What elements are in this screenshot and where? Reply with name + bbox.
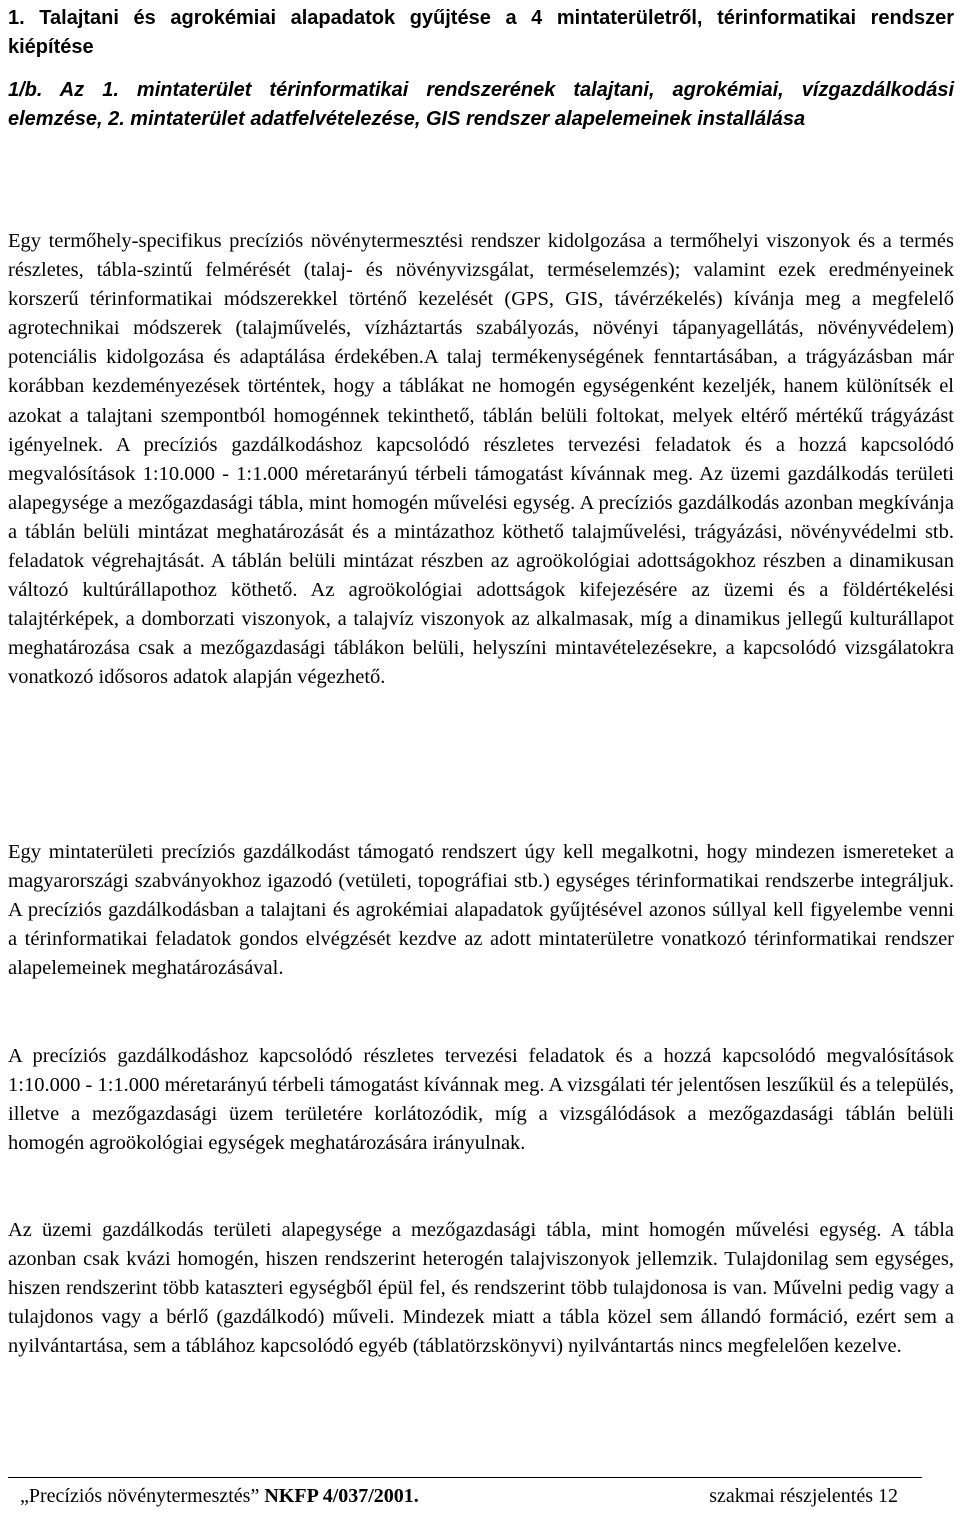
paragraph: Egy termőhely-specifikus precíziós növénytermesztési rendszer kidolgozása a termőhelyi viszonyok és a termés részletes, tábla-szintű felmérését (talaj- és növényvizsgálat, terméselemzés); valamint ezek eredményeinek korszerű térinformatikai módszerekkel történő kezelését (GPS, GIS, távérzékelés) kívánja meg a megfelelő agrotechnikai módszerek (talajművelés, vízháztartás szabályozás, növényi tápanyagellátás, növényvédelem) potenciális kidolgozása és adaptálása érdekében.A talaj termékenységének fenntartásában, a trágyázásban már korábban kezdeményezések történtek, hogy a táblákat ne homogén egységenként kezeljék, hanem különítsék el azokat a talajtani szempontból homogénnek tekinthető, táblán belüli foltokat, melyek eltérő mértékű trágyázást igényelnek. A precíziós gazdálkodáshoz kapcsolódó részletes tervezési feladatok és a hozzá kapcsolódó megvalósítások 1:10.000 - 1:1.000 méretarányú térbeli támogatást kívánnak meg. Az üzemi gazdálkodás területi alapegysége a mezőgazdasági tábla, mint homogén művelési egység. A precíziós gazdálkodás azonban megkívánja a táblán belüli mintázat meghatározását és a mintázathoz köthető talajművelési, trágyázási, növényvédelmi stb. feladatok végrehajtását. A táblán belüli mintázat részben az agroökológiai adottságokhoz részben a dinamikusan változó kultúrállapothoz köthető. Az agroökológiai adottságok kifejezésére az üzemi és a földértékelési talajtérképek, a domborzati viszonyok, a talajvíz viszonyok az alkalmasak, míg a dinamikus jellegű kulturállapot meghatározása csak a mezőgazdasági táblákon belüli, helyszíni mintavételezésekre, a kapcsolódó vizsgálatokra vonatkozó idősoros adatok alapján végezhető. xyxy=(8,230,954,689)
page-number: 12 xyxy=(878,1485,898,1507)
subsection-heading: 1/b. Az 1. mintaterület térinformatikai rendszerének talajtani, agrokémiai, vízgazdálkodási elemzése, 2. mintaterület adatfelvételezése, GIS rendszer alapelemeinek installálása xyxy=(8,79,954,130)
paragraph: Az üzemi gazdálkodás területi alapegysége a mezőgazdasági tábla, mint homogén művelési egység. A tábla azonban csak kvázi homogén, hiszen rendszerint heterogén talajviszonyok jellemzik. Tulajdonilag sem egységes, hiszen rendszerint több kataszteri egységből épül fel, és rendszerint több tulajdonosa is van. Művelni pedig vagy a tulajdonos vagy a bérlő (gazdálkodó) műveli. Mindezek miatt a tábla közel sem állandó formáció, ezért sem a nyilvántartása, sem a táblához kapcsolódó egyéb (táblatörzskönyvi) nyilvántartás nincs megfelelően kezelve. xyxy=(8,1219,954,1358)
footer-report-label: szakmai részjelentés xyxy=(709,1485,873,1507)
footer-project xyxy=(20,1483,419,1509)
section-heading: 1. Talajtani és agrokémiai alapadatok gyűjtése a 4 mintaterületről, térinformatikai rendszer kiépítése xyxy=(8,7,954,58)
paragraph: A precíziós gazdálkodáshoz kapcsolódó részletes tervezési feladatok és a hozzá kapcsolódó megvalósítások 1:10.000 - 1:1.000 méretarányú térbeli támogatást kívánnak meg. A vizsgálati tér jelentősen leszűkül és a település, illetve a mezőgazdasági üzem területére korlátozódik, míg a vizsgálódások a mezőgazdasági táblán belüli homogén agroökológiai egységek meghatározására irányulnak. xyxy=(8,1045,954,1155)
footer-divider xyxy=(8,1477,922,1478)
footer-code: NKFP 4/037/2001. xyxy=(264,1485,419,1507)
footer-title: „Precíziós növénytermesztés” xyxy=(20,1485,260,1507)
footer-report xyxy=(709,1483,898,1509)
paragraph: Egy mintaterületi precíziós gazdálkodást támogató rendszert úgy kell megalkotni, hogy mindezen ismereteket a magyarországi szabványokhoz igazodó (vetületi, topográfiai stb.) egységes térinformatikai rendszerbe integráljuk. A precíziós gazdálkodásban a talajtani és agrokémiai alapadatok gyűjtésével azonos súllyal kell figyelembe venni a térinformatikai feladatok gondos elvégzését kezdve az adott mintaterületre vonatkozó térinformatikai rendszer alapelemeinek meghatározásával. xyxy=(8,841,954,980)
